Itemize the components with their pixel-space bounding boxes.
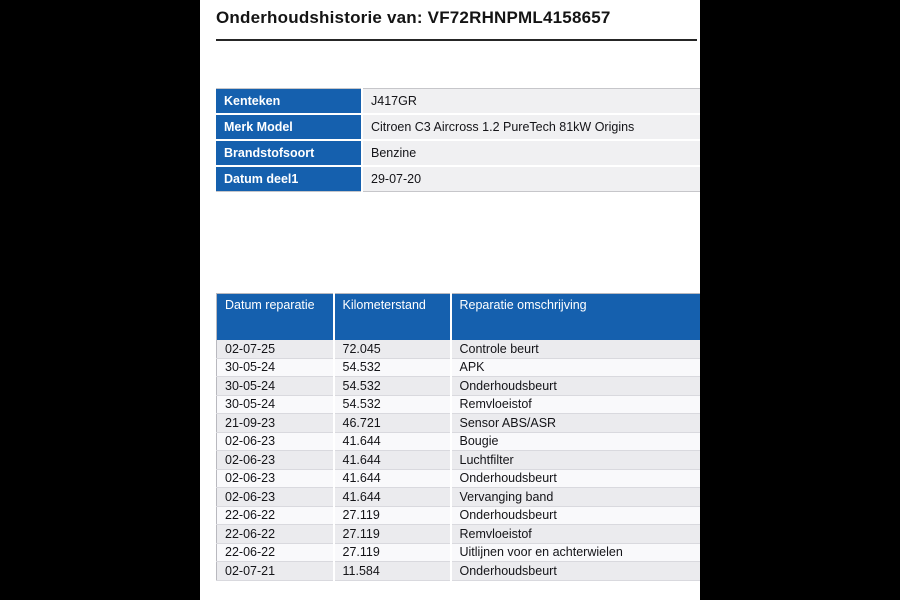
repair-date-cell: 02-06-23 — [217, 469, 334, 488]
repair-description-cell: APK — [451, 358, 701, 377]
table-row — [217, 562, 701, 581]
repair-description-cell: Uitlijnen voor en achterwielen — [451, 543, 701, 562]
repair-description-cell: Onderhoudsbeurt — [451, 562, 701, 581]
repair-date-cell: 22-06-22 — [217, 506, 334, 525]
info-value: Benzine — [362, 140, 700, 166]
table-row — [217, 432, 701, 451]
info-label: Kenteken — [216, 89, 362, 115]
odometer-cell: 54.532 — [334, 358, 451, 377]
col-header-kilometerstand: Kilometerstand — [334, 294, 451, 341]
right-black-bar — [700, 0, 900, 600]
col-header-reparatie-omschrijving: Reparatie omschrijving — [451, 294, 701, 341]
info-value: Citroen C3 Aircross 1.2 PureTech 81kW Origins — [362, 114, 700, 140]
document-page — [200, 0, 700, 600]
table-row — [217, 525, 701, 544]
repair-date-cell: 02-06-23 — [217, 451, 334, 470]
repair-description-cell: Onderhoudsbeurt — [451, 506, 701, 525]
table-row — [217, 451, 701, 470]
repair-date-cell: 22-06-22 — [217, 525, 334, 544]
header-row — [217, 294, 701, 341]
repair-date-cell: 22-06-22 — [217, 543, 334, 562]
table-row — [217, 506, 701, 525]
odometer-cell: 41.644 — [334, 469, 451, 488]
table-row — [217, 543, 701, 562]
info-label: Brandstofsoort — [216, 140, 362, 166]
left-black-bar — [0, 0, 200, 600]
odometer-cell: 27.119 — [334, 525, 451, 544]
repair-description-cell: Sensor ABS/ASR — [451, 414, 701, 433]
col-header-datum-reparatie: Datum reparatie — [217, 294, 334, 341]
table-row — [217, 377, 701, 396]
vehicle-info-table — [216, 88, 700, 192]
info-label: Merk Model — [216, 114, 362, 140]
repair-description-cell: Remvloeistof — [451, 395, 701, 414]
page-title: Onderhoudshistorie van: VF72RHNPML4158657 — [216, 5, 697, 41]
odometer-cell: 41.644 — [334, 451, 451, 470]
vehicle-info-body — [216, 89, 700, 192]
info-row — [216, 89, 700, 115]
odometer-cell: 27.119 — [334, 506, 451, 525]
table-row — [217, 414, 701, 433]
repair-date-cell: 21-09-23 — [217, 414, 334, 433]
odometer-cell: 41.644 — [334, 488, 451, 507]
table-row — [217, 469, 701, 488]
repair-description-cell: Remvloeistof — [451, 525, 701, 544]
info-row — [216, 166, 700, 192]
repair-history-table — [216, 293, 701, 581]
odometer-cell: 54.532 — [334, 377, 451, 396]
table-row — [217, 395, 701, 414]
info-value: J417GR — [362, 89, 700, 115]
repair-description-cell: Onderhoudsbeurt — [451, 469, 701, 488]
repair-date-cell: 30-05-24 — [217, 395, 334, 414]
repair-history-body — [217, 340, 701, 580]
repair-description-cell: Controle beurt — [451, 340, 701, 358]
repair-description-cell: Onderhoudsbeurt — [451, 377, 701, 396]
info-row — [216, 140, 700, 166]
table-row — [217, 488, 701, 507]
odometer-cell: 46.721 — [334, 414, 451, 433]
repair-date-cell: 30-05-24 — [217, 358, 334, 377]
odometer-cell: 27.119 — [334, 543, 451, 562]
info-label: Datum deel1 — [216, 166, 362, 192]
repair-date-cell: 30-05-24 — [217, 377, 334, 396]
table-row — [217, 340, 701, 358]
repair-description-cell: Luchtfilter — [451, 451, 701, 470]
repair-date-cell: 02-07-25 — [217, 340, 334, 358]
repair-date-cell: 02-07-21 — [217, 562, 334, 581]
odometer-cell: 54.532 — [334, 395, 451, 414]
odometer-cell: 72.045 — [334, 340, 451, 358]
odometer-cell: 41.644 — [334, 432, 451, 451]
repair-date-cell: 02-06-23 — [217, 488, 334, 507]
repair-date-cell: 02-06-23 — [217, 432, 334, 451]
odometer-cell: 11.584 — [334, 562, 451, 581]
info-value: 29-07-20 — [362, 166, 700, 192]
table-row — [217, 358, 701, 377]
repair-history-header — [217, 294, 701, 341]
repair-description-cell: Vervanging band — [451, 488, 701, 507]
repair-description-cell: Bougie — [451, 432, 701, 451]
info-row — [216, 114, 700, 140]
